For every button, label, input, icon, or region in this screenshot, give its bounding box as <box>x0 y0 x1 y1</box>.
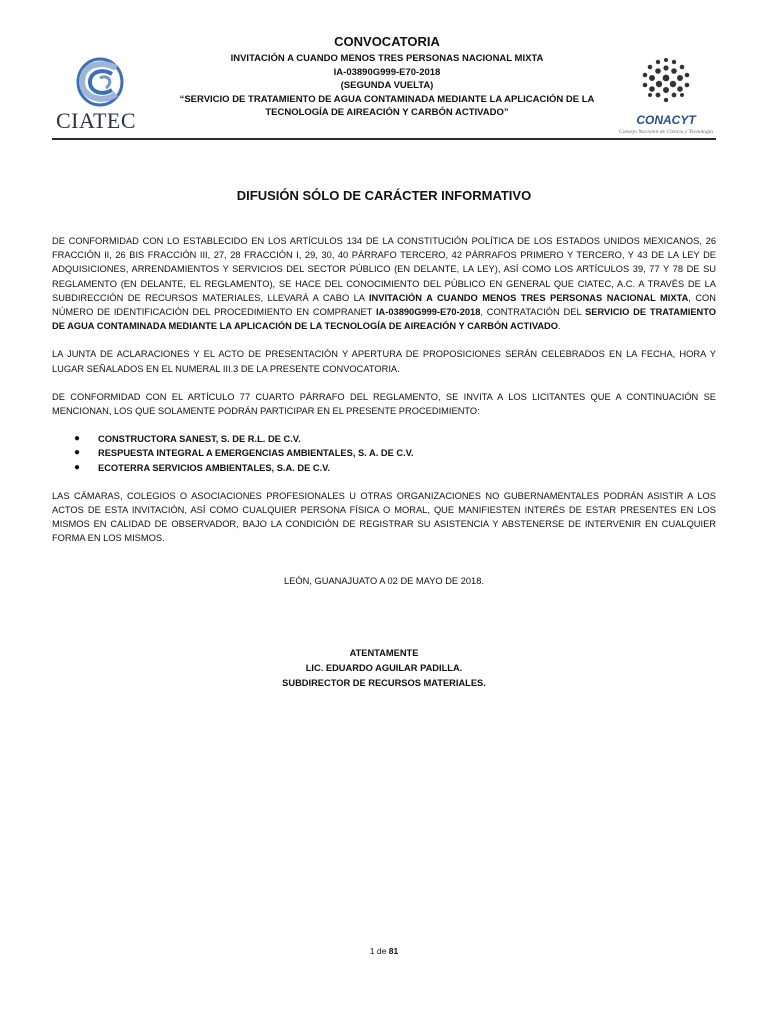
invited-companies-list <box>52 432 716 475</box>
header-line: (SEGUNDA VUELTA) <box>340 80 434 91</box>
signature-closing: ATENTAMENTE <box>349 648 419 658</box>
header-line: TECNOLOGÍA DE AIREACIÓN Y CARBÓN ACTIVADO” <box>265 107 509 118</box>
notice-title: DIFUSIÓN SÓLO DE CARÁCTER INFORMATIVO <box>236 188 532 203</box>
paragraph-text: DE CONFORMIDAD CON LO ESTABLECIDO EN LOS ARTÍCULOS 134 DE LA CONSTITUCIÓN POLÍTICA DE LOS ESTADOS UNIDOS MEXICANOS, 26 FRACCIÓN II, 26 BIS FRACCIÓN III, 27, 28 FRACCIÓN I, 29, 30, 40 PÁRRAFO TERCERO, 42 PÁRRAFOS PRIMERO Y TERCERO, Y 43 DE LA LEY DE ADQUISICIONES, ARRENDAMIENTOS Y SERVICIOS DEL SECTOR PÚBLICO (EN DELANTE, LA LEY), ASÍ COMO LOS ARTÍCULOS 39, 77 Y 78 DE SU REGLAMENTO (EN DELANTE, EL REGLAMENTO), SE HACE DEL CONOCIMIENTO DEL PÚBLICO EN GENERAL QUE CIATEC, A.C. A TRAVÉS DE LA SUBDIRECCIÓN DE RECURSOS MATERIALES, LLEVARÁ A CABO LA <box>52 236 716 303</box>
service-name: SERVICIO DE TRATAMIENTO DE AGUA CONTAMINADA MEDIANTE LA APLICACIÓN DE LA TECNOLOGÍA DE AIREACIÓN Y CARBÓN ACTIVADO <box>52 307 716 332</box>
signature-block <box>52 646 716 691</box>
company-name: ECOTERRA SERVICIOS AMBIENTALES, S.A. DE C.V. <box>98 462 331 473</box>
ciatec-logo-text: CIATEC <box>56 108 136 133</box>
signatory-name: LIC. EDUARDO AGUILAR PADILLA. <box>305 663 463 673</box>
page-number <box>52 946 716 956</box>
document-body <box>52 234 716 560</box>
header-line: INVITACIÓN A CUANDO MENOS TRES PERSONAS NACIONAL MIXTA <box>230 53 544 64</box>
company-name: RESPUESTA INTEGRAL A EMERGENCIAS AMBIENTALES, S. A. DE C.V. <box>98 448 414 459</box>
bullet-icon: ● <box>74 447 81 459</box>
signatory-title: SUBDIRECTOR DE RECURSOS MATERIALES. <box>282 678 486 688</box>
list-item <box>52 432 716 446</box>
total-pages: 81 <box>388 946 399 956</box>
bullet-icon: ● <box>74 461 81 473</box>
ciatec-emblem-icon <box>52 56 152 110</box>
paragraph-text: , CON NÚMERO DE IDENTIFICACIÓN DEL PROCEDIMIENTO EN COMPRANET <box>52 292 717 318</box>
list-item <box>52 446 716 460</box>
paragraph-text: . <box>558 321 561 332</box>
bullet-icon: ● <box>74 433 81 445</box>
procedure-type: INVITACIÓN A CUANDO MENOS TRES PERSONAS NACIONAL MIXTA <box>368 292 689 303</box>
conacyt-logo-subtext: Consejo Nacional de Ciencia y Tecnología <box>618 129 714 135</box>
header-divider <box>52 138 716 140</box>
paragraph-text: , CONTRATACIÓN DEL <box>480 307 586 318</box>
company-name: CONSTRUCTORA SANEST, S. DE R.L. DE C.V. <box>98 434 301 445</box>
observers-paragraph: LAS CÁMARAS, COLEGIOS O ASOCIACIONES PROFESIONALES U OTRAS ORGANIZACIONES NO GUBERNAMENTALES PODRÁN ASISTIR A LOS ACTOS DE ESTA INVITACIÓN, ASÍ COMO CUALQUIER PERSONA FÍSICA O MORAL, QUE MANIFIESTEN INTERÉS DE ESTAR PRESENTES EN LOS MISMOS EN CALIDAD DE OBSERVADOR, BAJO LA CONDICIÓN DE REGISTRAR SU ASISTENCIA Y ABSTENERSE DE INTERVENIR EN CUALQUIER FORMA EN LOS MISMOS. <box>52 490 716 544</box>
conacyt-logo-text: CONACYT <box>636 113 696 127</box>
legal-basis-paragraph <box>52 234 716 333</box>
place-date: LEÓN, GUANAJUATO A 02 DE MAYO DE 2018. <box>284 576 484 586</box>
meetings-paragraph: LA JUNTA DE ACLARACIONES Y EL ACTO DE PRESENTACIÓN Y APERTURA DE PROPOSICIONES SERÁN CELEBRADOS EN LA FECHA, HORA Y LUGAR SEÑALADOS EN EL NUMERAL III.3 DE LA PRESENTE CONVOCATORIA. <box>52 349 716 374</box>
invitation-paragraph: DE CONFORMIDAD CON EL ARTÍCULO 77 CUARTO PÁRRAFO DEL REGLAMENTO, SE INVITA A LOS LICITANTES QUE A CONTINUACIÓN SE MENCIONAN, LOS QUE SOLAMENTE PODRÁN PARTICIPAR EN EL PRESENTE PROCEDIMIENTO: <box>52 391 716 417</box>
list-item <box>52 461 716 475</box>
header-line: IA-03890G999-E70-2018 <box>333 66 441 78</box>
page-separator: de <box>374 946 389 956</box>
procedure-number: IA-03890G999-E70-2018 <box>375 307 481 318</box>
convocatoria-title: CONVOCATORIA <box>334 34 440 49</box>
header-title-block <box>162 34 612 120</box>
ciatec-logo <box>52 56 152 136</box>
conacyt-logo <box>606 54 726 138</box>
current-page: 1 <box>369 946 375 956</box>
conacyt-dots-icon <box>636 54 696 106</box>
document-header <box>52 30 720 142</box>
header-line: “SERVICIO DE TRATAMIENTO DE AGUA CONTAMINADA MEDIANTE LA APLICACIÓN DE LA <box>179 93 595 105</box>
